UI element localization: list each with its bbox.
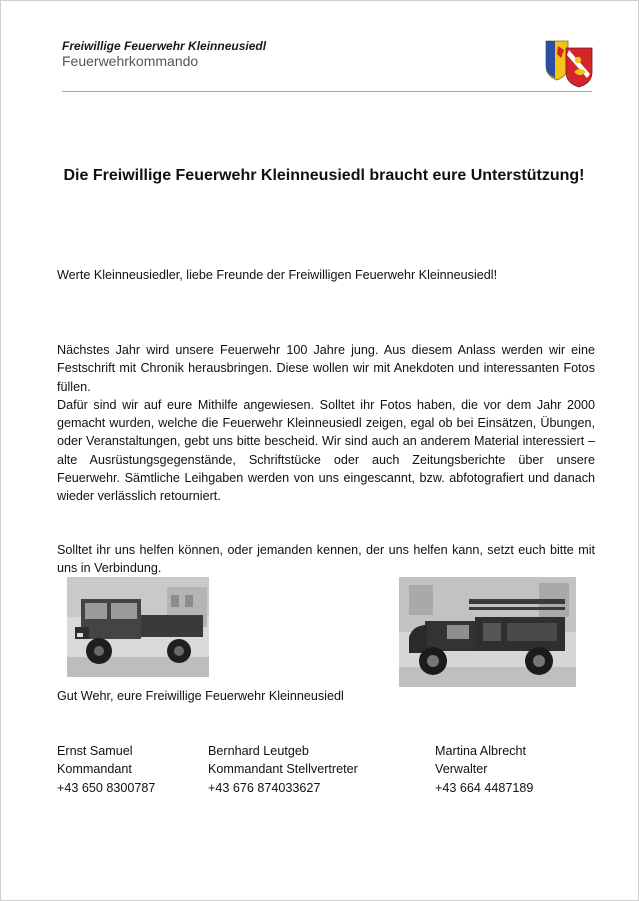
header-organization: Freiwillige Feuerwehr Kleinneusiedl <box>62 39 267 53</box>
signoff: Gut Wehr, eure Freiwillige Feuerwehr Kleinneusiedl <box>57 689 344 703</box>
contact-name: Ernst Samuel <box>57 744 133 758</box>
contact-phone: +43 676 874033627 <box>208 780 321 795</box>
paragraph-request: Dafür sind wir auf eure Mithilfe angewiesen. Solltet ihr Fotos haben, die vor dem Jahr 2000 gemacht wurden, welche die Feuerwehr Kleinneusiedl zeigen, egal ob bei Einsätzen, Übungen, oder Veranstaltungen, gebt uns bitte bescheid. Wir sind auch an anderem Material interessiert – alte Ausrüstungsgegenstände, Schriftstücke oder auch Zeitungsberichte über unsere Feuerwehr. Sämtliche Leihgaben werden von uns eingescannt, bzw. abfotografiert und danach wieder verlässlich retourniert. <box>57 397 595 504</box>
header-rule <box>62 91 592 92</box>
contact-phone: +43 664 4487189 <box>435 780 534 795</box>
contact-role: Kommandant <box>57 762 132 777</box>
paragraph-anniversary: Nächstes Jahr wird unsere Feuerwehr 100 Jahre jung. Aus diesem Anlass werden wir eine Festschrift mit Chronik herausbringen. Diese wollen wir mit Anekdoten und interessanten Fotos füllen. <box>57 343 595 394</box>
fire-truck-photo-unimog <box>67 577 209 677</box>
contact-name: Martina Albrecht <box>435 744 526 758</box>
greeting: Werte Kleinneusiedler, liebe Freunde der Freiwilligen Feuerwehr Kleinneusiedl! <box>57 268 498 282</box>
fire-truck-photo-vintage <box>399 577 576 687</box>
body-text <box>57 341 595 506</box>
contact-card-commander <box>57 742 155 797</box>
contact-role: Verwalter <box>435 762 488 777</box>
header-department: Feuerwehrkommando <box>62 53 199 69</box>
paragraph-contact-request: Solltet ihr uns helfen können, oder jemanden kennen, der uns helfen kann, setzt euch bitte mit uns in Verbindung. <box>57 543 595 576</box>
contact-card-deputy <box>208 742 358 797</box>
contact-name: Bernhard Leutgeb <box>208 744 309 758</box>
contact-phone: +43 650 8300787 <box>57 780 156 795</box>
contact-role: Kommandant Stellvertreter <box>208 762 358 777</box>
coat-of-arms-logo <box>544 38 594 88</box>
letter-title: Die Freiwillige Feuerwehr Kleinneusiedl braucht eure Unterstützung! <box>63 167 585 184</box>
contact-card-administrator <box>435 742 533 797</box>
